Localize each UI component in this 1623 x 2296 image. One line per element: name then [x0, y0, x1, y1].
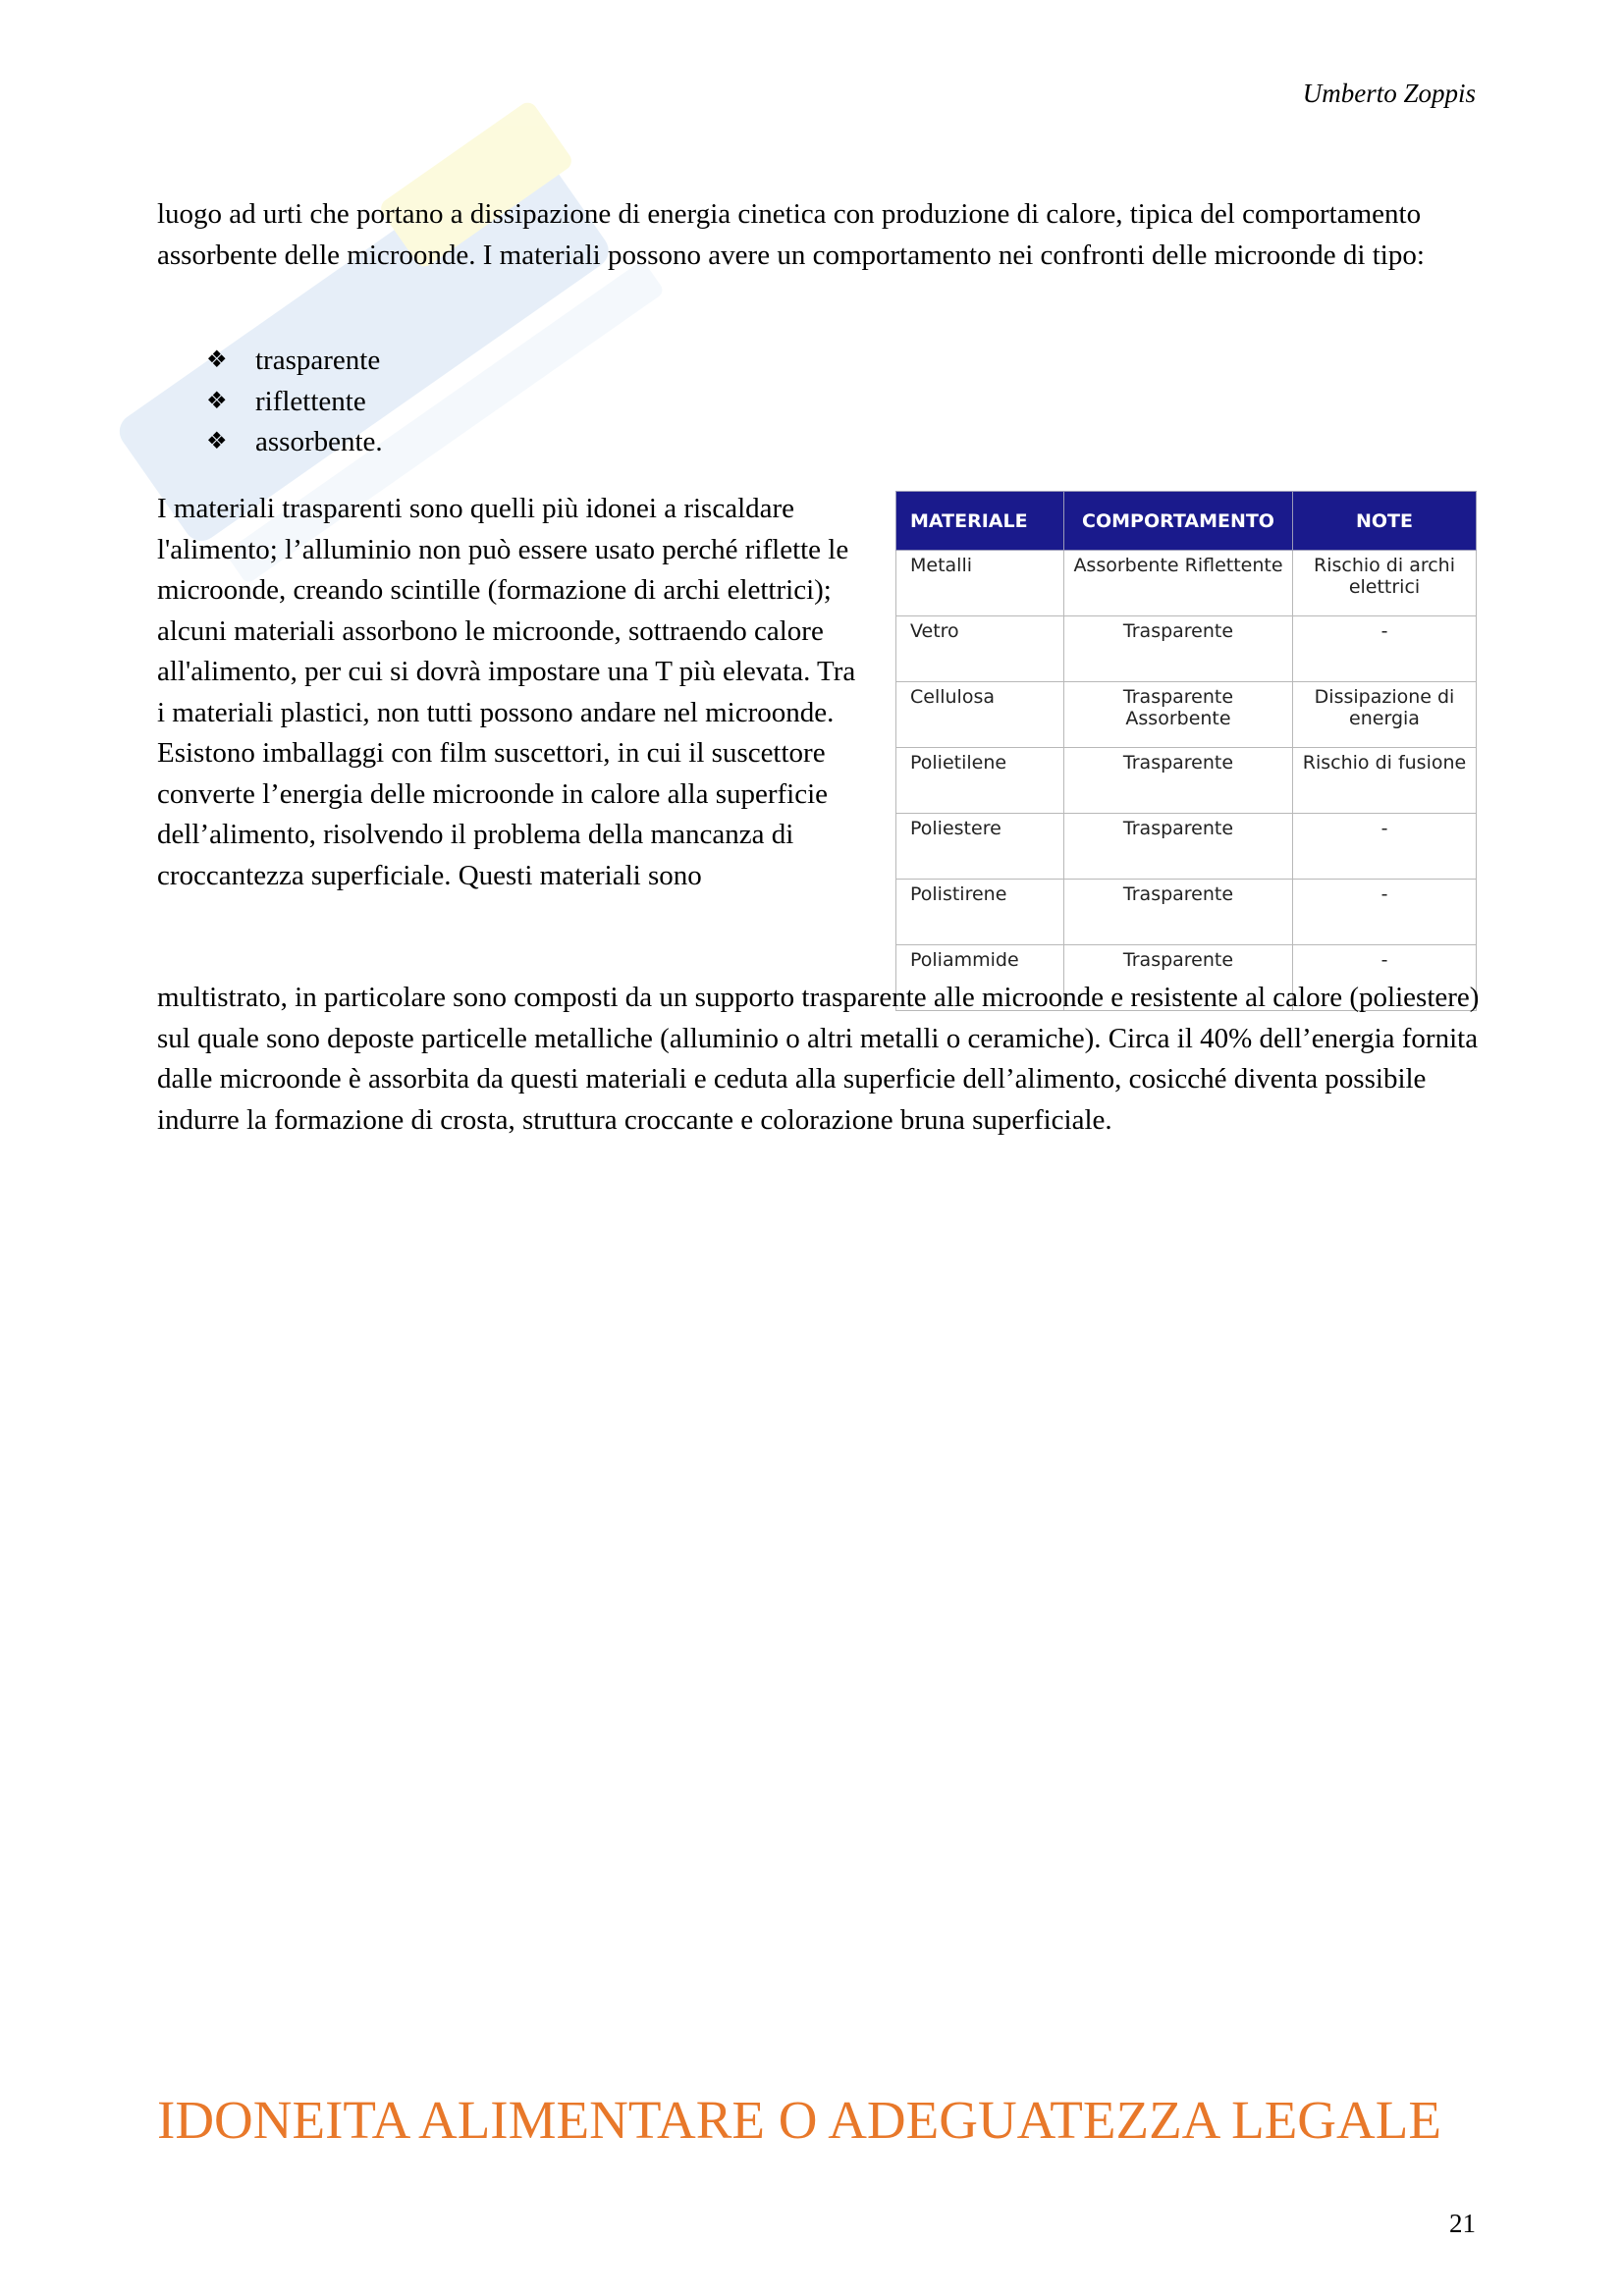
table-row	[896, 880, 1477, 945]
table-cell: Trasparente Assorbente	[1064, 682, 1293, 748]
materials-table	[895, 491, 1477, 1011]
list-item-label: assorbente.	[255, 426, 383, 457]
list-item	[206, 341, 383, 382]
table-cell: -	[1293, 945, 1477, 1011]
table-cell: Assorbente Riflettente	[1064, 551, 1293, 616]
materials-paragraph: I materiali trasparenti sono quelli più idonei a riscaldare l'alimento; l’alluminio non può essere usato perché riflette le microonde, creando scintille (formazione di archi elettrici); alcuni materiali assorbono le microonde, sottraendo calore all'alimento, per cui si dovrà impostare una T più elevata. Tra i materiali plastici, non tutti possono andare nel microonde. Esistono imballaggi con film suscettori, in cui il suscettore converte l’energia delle microonde in calore alla superficie dell’alimento, risolvendo il problema della mancanza di croccantezza superficiale. Questi materiali sono	[157, 493, 856, 891]
diamond-bullet-icon: ❖	[206, 388, 228, 414]
table-cell: Rischio di archi elettrici	[1293, 551, 1477, 616]
table-cell: Rischio di fusione	[1293, 748, 1477, 814]
table-row	[896, 748, 1477, 814]
diamond-bullet-icon: ❖	[206, 429, 228, 454]
behaviour-list	[206, 341, 383, 463]
table-cell: Vetro	[896, 616, 1064, 682]
table-row	[896, 616, 1477, 682]
table-row	[896, 682, 1477, 748]
table-header-behaviour: COMPORTAMENTO	[1064, 492, 1293, 551]
table-cell: Polistirene	[896, 880, 1064, 945]
table-cell: Trasparente	[1064, 880, 1293, 945]
table-header-row	[896, 492, 1477, 551]
page-number: 21	[1449, 2209, 1476, 2238]
table-cell: Trasparente	[1064, 814, 1293, 880]
table-cell: Trasparente	[1064, 945, 1293, 1011]
list-item	[206, 422, 383, 463]
table-cell: Poliestere	[896, 814, 1064, 880]
diamond-bullet-icon: ❖	[206, 347, 228, 373]
table-cell: -	[1293, 616, 1477, 682]
table-cell: Cellulosa	[896, 682, 1064, 748]
table-cell: Polietilene	[896, 748, 1064, 814]
header-author: Umberto Zoppis	[1302, 79, 1476, 108]
table-header-material: MATERIALE	[896, 492, 1064, 551]
table-header-notes: NOTE	[1293, 492, 1477, 551]
table-cell: -	[1293, 814, 1477, 880]
table-cell: Dissipazione di energia	[1293, 682, 1477, 748]
table-row	[896, 551, 1477, 616]
table-cell: Metalli	[896, 551, 1064, 616]
table-cell: Poliammide	[896, 945, 1064, 1011]
susceptor-paragraph: multistrato, in particolare sono composti da un supporto trasparente alle microonde e resistente al calore (poliestere) sul quale sono deposte particelle metalliche (alluminio o altri metalli o ceramiche). Circa il 40% dell’energia fornita dalle microonde è assorbita da questi materiali e ceduta alla superficie dell’alimento, cosicché diventa possibile indurre la formazione di crosta, struttura croccante e colorazione bruna superficiale.	[157, 982, 1480, 1136]
list-item-label: trasparente	[255, 345, 381, 376]
list-item-label: riflettente	[255, 385, 366, 417]
table-cell: Trasparente	[1064, 616, 1293, 682]
table-cell: -	[1293, 880, 1477, 945]
table-cell: Trasparente	[1064, 748, 1293, 814]
table-row	[896, 814, 1477, 880]
section-title: IDONEITA ALIMENTARE O ADEGUATEZZA LEGALE	[157, 2090, 1441, 2150]
intro-paragraph: luogo ad urti che portano a dissipazione di energia cinetica con produzione di calore, tipica del comportamento assorbente delle microonde. I materiali possono avere un comportamento nei confronti delle microonde di tipo:	[157, 198, 1425, 271]
list-item	[206, 382, 383, 423]
